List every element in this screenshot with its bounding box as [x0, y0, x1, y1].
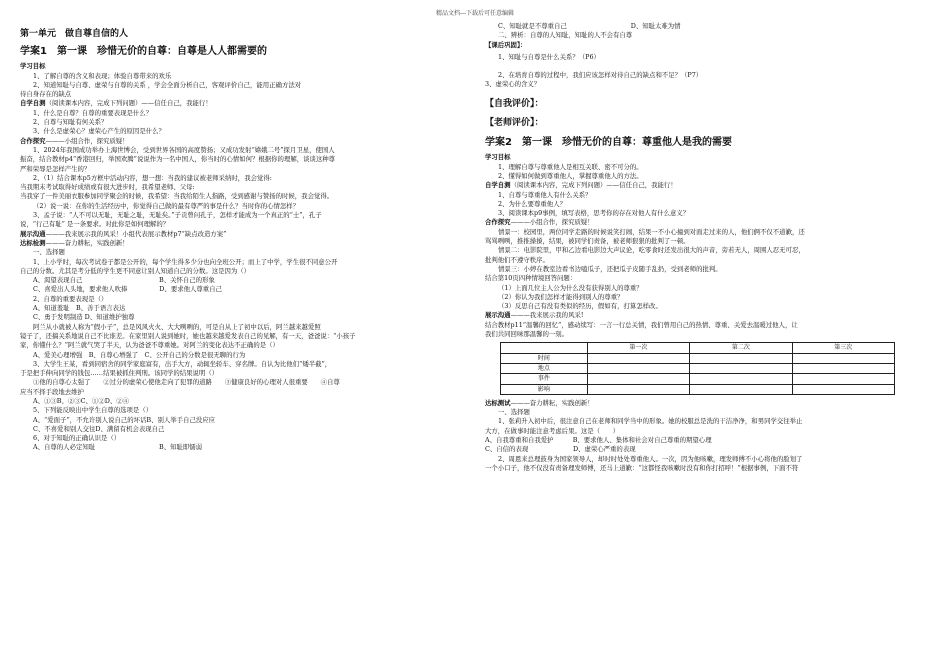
- self-study-row: [20, 99, 460, 108]
- test-row: [485, 399, 925, 408]
- question-line: C、自信的表现 D、虚荣心严重的表现: [485, 445, 636, 454]
- question-line: 5、下列能反映出中学生自尊的选项是（）: [33, 406, 153, 415]
- table-cell[interactable]: [690, 384, 792, 394]
- self-study-item: 2、自尊与知耻有何关系？: [33, 118, 108, 127]
- show-line: 结合教材p11“温馨的回忆”，感动续写：一言一行总关情，我们曾用自己的热情、尊重、关爱去温暖过他人，让: [485, 320, 798, 329]
- table-row: [501, 353, 895, 363]
- coop-line: 批判他们不遵守秩序。: [485, 255, 549, 264]
- coop-note: ———小组合作，探究质疑！: [45, 136, 129, 145]
- question-line: 1、张莉升入初中后，很注意自己在老师和同学当中的形象。她的校服总是洗的干洁净净，和男同学交往举止: [498, 417, 803, 426]
- question-line: ①他的自尊心太强了 ②过分的虚荣心使他走向了犯罪的道路 ③健康良好的心理对人很重要 ④自尊: [33, 378, 340, 387]
- right-column: [485, 22, 925, 473]
- table-header-row: [501, 343, 895, 353]
- table-header-cell: 第二次: [690, 343, 792, 353]
- coop-line: 振奋，结合教材p4“香港回归，举国欢腾”说说作为一名中国人，你当时的心情如何？根据你的理解，谈谈这种尊: [20, 155, 336, 164]
- self-study-heading: 自学自测: [20, 99, 46, 108]
- test-note: ———奋力耕耘，实践创新！: [510, 398, 594, 407]
- coop-heading: 合作探究: [20, 136, 46, 145]
- table-cell[interactable]: [587, 374, 689, 384]
- table-row: [501, 363, 895, 373]
- coop-line: （1）上面几位主人公为什么没有获得别人的尊重？: [498, 283, 643, 292]
- page-header: 精品文档---下载后可任意编辑: [435, 10, 515, 17]
- question-line: A、渴望表现自己 B、关怀自己的形象: [33, 276, 215, 285]
- table-cell[interactable]: [587, 384, 689, 394]
- table-cell[interactable]: [587, 353, 689, 363]
- goal-line: 1、了解自尊的含义和表现；体验自尊带来的欢乐: [33, 71, 172, 80]
- question-line: C、喜爱出人头地，要求他人吹捧 D、要求他人尊重自己: [33, 285, 222, 294]
- left-column: [20, 22, 460, 453]
- coop-line: 当我穿了一件美丽衣服参加同学聚会的时候，我希望：当我给陌生人指路，受到感谢与赞扬的时候，我会觉得。: [20, 192, 334, 201]
- question-line: A、自尊的人必定知耻 B、知耻即懦弱: [33, 443, 203, 452]
- consolidate-heading: 【课后巩固】：: [485, 40, 527, 49]
- show-heading: 展示沟通: [20, 229, 46, 238]
- table-row: [501, 374, 895, 384]
- show-note: ———我来展示我的风采！小组代表展示教材p7“缺点改造方案”: [45, 229, 227, 238]
- question-line: 2、周恩来总理鼓身为国家领导人，却时时处处尊重他人。一次，因为他咳嗽，理发师傅不小心将他的脸划了: [498, 454, 803, 463]
- self-study-heading: 自学自测: [485, 181, 511, 190]
- self-study-item: 2、为什么要尊重他人？: [498, 199, 566, 208]
- question-line: A、“爱面子”，不允许别人说自己的坏话B、别人举手自己没应应: [33, 415, 216, 424]
- show-heading: 展示沟通: [485, 311, 511, 320]
- consolidate-item: 2、在培育自尊的过程中，我们应该怎样对待自己的缺点和不足？（P7）: [498, 71, 703, 80]
- lesson1-title: 学案1 第一课 珍惜无价的自尊：自尊是人人都需要的: [20, 46, 267, 58]
- question-line: 于是把手伸向同学的钱包……结果被抓住判刑。该同学的结果说明（）: [20, 369, 219, 378]
- table-cell[interactable]: [792, 374, 894, 384]
- consolidate-item: 1、知耻与自尊是什么关系？（P6）: [498, 52, 600, 61]
- show-line: 我们共同回味那温馨的一刻。: [485, 330, 569, 339]
- coop-line: 骂骂咧咧，推推搡搡，结果，被同学们责备，被老师狠狠的批判了一顿。: [485, 237, 690, 246]
- choice-heading: 一、选择题: [498, 408, 530, 417]
- question-line: 一个小口子，他不仅没有责备理发师傅，还马上道歉：“这都怪我咳嗽时没有和你打招呼！”根据事例，下面不符: [485, 463, 799, 472]
- coop-line: 严和荣辱是怎样产生的？: [20, 164, 91, 173]
- goals-heading: 学习目标: [485, 153, 511, 162]
- question-line: 家，你懂什么？”阿兰就气哭了半天，认为爸爸不尊重她。对阿兰的变化表达不正确的是（）: [20, 341, 279, 350]
- table-header-cell: 第一次: [587, 343, 689, 353]
- coop-line: 情景二：电影院里，甲和乙边看电影边大声议论，吃零食时还发出很大的声音，旁若无人，周围人忍无可忍，: [498, 246, 805, 255]
- question-line: 镜子了，还搞关系地说自己不比谁差。在家里别人说到她时，她也越来越爱发表自己的见解，有一天，爸爸说：“小孩子: [20, 331, 356, 340]
- coop-line: （3）反思自己有没有类似的经历，假如有，打算怎样改。: [498, 302, 662, 311]
- test-row: [20, 239, 460, 248]
- self-study-row: [485, 181, 925, 190]
- show-note: ———我来展示我的风采!: [510, 311, 584, 320]
- table-row-label: 时间: [501, 353, 588, 363]
- table-cell[interactable]: [792, 363, 894, 373]
- self-study-note: （阅读课本内容，完成下列问题）——信任自己，我能行！: [45, 99, 212, 108]
- goal-line: 2、知道知耻与自尊、虚荣与自尊的关系 ，学会全面分析自己，客观评价自己，能用正确方法对: [33, 80, 302, 89]
- lesson2-title: 学案2 第一课 珍惜无价的自尊：尊重他人是我的需要: [485, 137, 732, 149]
- self-study-item: 1、自尊与尊重他人有什么关系？: [498, 190, 592, 199]
- coop-line: 情景一：校园里，两位同学走路的时候说笑打闹，结果一不小心撞到对面走过来的人，他们俩不仅不道歉，还: [498, 227, 805, 236]
- question-line: 1、上小学时，每次考试卷子都是公开的，每个学生得多少分也向全班公开；而上了中学，学生很不同意公开: [33, 257, 338, 266]
- teacher-eval-heading: 【老师评价】：: [485, 118, 544, 129]
- coop-line: 结合第10页四种情境回答问题：: [485, 274, 577, 283]
- coop-row: [485, 218, 925, 227]
- goals-heading: 学习目标: [20, 62, 46, 71]
- test-heading: 达标检测: [20, 238, 46, 247]
- table-header-cell: 第三次: [792, 343, 894, 353]
- table-cell[interactable]: [587, 363, 689, 373]
- test-note: ———奋力耕耘，实践创新！: [45, 238, 129, 247]
- table-row-label: 事件: [501, 374, 588, 384]
- coop-line: 当我期末考试取得好成绩或有很大进步时，我希望老师、父母:: [20, 183, 195, 192]
- coop-line: 1、2024年我国成功举办上海世博会，受到世界各国的高度赞扬；又成功发射“嫦娥二号”探月卫星，使国人: [33, 145, 335, 154]
- coop-note: ———小组合作，探究质疑！: [510, 218, 594, 227]
- question-line: 自己的分数。尤其是考分低的学生更不同意让别人知道自己的分数。这是因为（）: [20, 266, 251, 275]
- coop-heading: 合作探究: [485, 218, 511, 227]
- self-study-item: 3、阅读课本p9事例，填写表格，思考你的存在对他人有什么意义？: [498, 209, 690, 218]
- self-study-note: （阅读课本内容，完成下列问题）——信任自己，我能行！: [510, 181, 677, 190]
- choice-heading: 一、选择题: [33, 248, 65, 257]
- table-cell[interactable]: [792, 353, 894, 363]
- self-eval-heading: 【自我评价】：: [485, 98, 544, 109]
- table-row-label: 影响: [501, 384, 588, 394]
- question-line: A、①③B、②③C、①②D、②④: [33, 396, 130, 405]
- self-study-item: 1、什么是自尊？自尊的重要表现是什么？: [33, 108, 153, 117]
- question-line: 应当不择手段地去维护: [20, 387, 84, 396]
- show-row: [485, 311, 925, 320]
- coop-line: 2、（1）结合课本p5方框中活动内容，想一想：当我的建议被老师采纳时，我会觉得:: [33, 173, 272, 182]
- coop-line: 说，“行己有耻” 是一条要求。对此你是如何理解的？: [20, 220, 170, 229]
- question-line: 大方，在做事时能注意考虑后果。这是（ ）: [485, 426, 620, 435]
- table-cell[interactable]: [690, 374, 792, 384]
- coop-line: （2）你认为我们怎样才能得到别人的尊重？: [498, 292, 624, 301]
- test-heading: 达标测试: [485, 398, 511, 407]
- question-line: A、知道羞耻 B、善于语言表达: [33, 304, 126, 313]
- coop-line: （2）说一说：在你的生活经历中，你觉得自己做的最有尊严的事是什么？当时你的心情怎样？: [33, 201, 300, 210]
- coop-row: [20, 137, 460, 146]
- self-study-item: 3、什么是虚荣心？虚荣心产生的原因是什么？: [33, 127, 165, 136]
- question-line: 6、对于知耻的正确认识是（）: [33, 434, 121, 443]
- memory-table: [500, 342, 895, 394]
- unit-title: 第一单元 做自尊自信的人: [20, 29, 129, 39]
- goal-line: 1、理解自尊与尊重他人是相互关联、密不可分的。: [498, 162, 643, 171]
- table-cell[interactable]: [690, 353, 792, 363]
- consolidate-item: 3、虚荣心的含义？: [485, 80, 541, 89]
- question-line: A、爱美心理增强 B、自尊心增强了 C、公开自己的分数是很无聊的行为: [33, 350, 246, 359]
- coop-line: 3、孟子说：“人不可以无耻，无耻之耻，无耻矣。”子贡曾问孔子，怎样才能成为一个真正的“士”，孔子: [33, 211, 322, 220]
- question-line: 阿兰从小就被人称为“假小子”，总是风风火火、大大咧咧的，可是自从上了初中以后，阿兰越来越爱照: [33, 322, 321, 331]
- goal-line: 待自身存在的缺点: [20, 90, 72, 99]
- table-cell[interactable]: [690, 363, 792, 373]
- goal-line: 2、懂得如何做到尊重他人，掌握尊重他人的方法。: [498, 171, 643, 180]
- show-row: [20, 230, 460, 239]
- table-row-label: 地点: [501, 363, 588, 373]
- question-line: 3、大学生王某，看到同宿舍的同学家庭富有，出手大方，动辄坐轿车、穿名牌。自认为比他们“矮半截”，: [33, 359, 332, 368]
- coop-line: 情景三：小婷在教室边看书边嗑瓜子，还把瓜子皮随手乱扔，受到老师的批判。: [498, 264, 722, 273]
- question-line: C、知耻就是不尊重自己 D、知耻太难为情: [498, 22, 681, 30]
- question-line: 2、自尊的重要表现是（）: [33, 294, 108, 303]
- question-line: 二、辨析：自尊的人知耻，知耻的人不会有自尊: [498, 31, 633, 40]
- question-line: A、自我尊重和自我爱护 B、要求他人、集体和社会对自己尊重的期望心理: [485, 435, 712, 444]
- question-line: C、不喜爱和别人交往D、满留有机会表现自己: [33, 424, 165, 433]
- table-header-cell: [501, 343, 588, 353]
- table-row: [501, 384, 895, 394]
- table-cell[interactable]: [792, 384, 894, 394]
- question-line: C、勇于发明制造 D、知道维护独尊: [33, 313, 135, 322]
